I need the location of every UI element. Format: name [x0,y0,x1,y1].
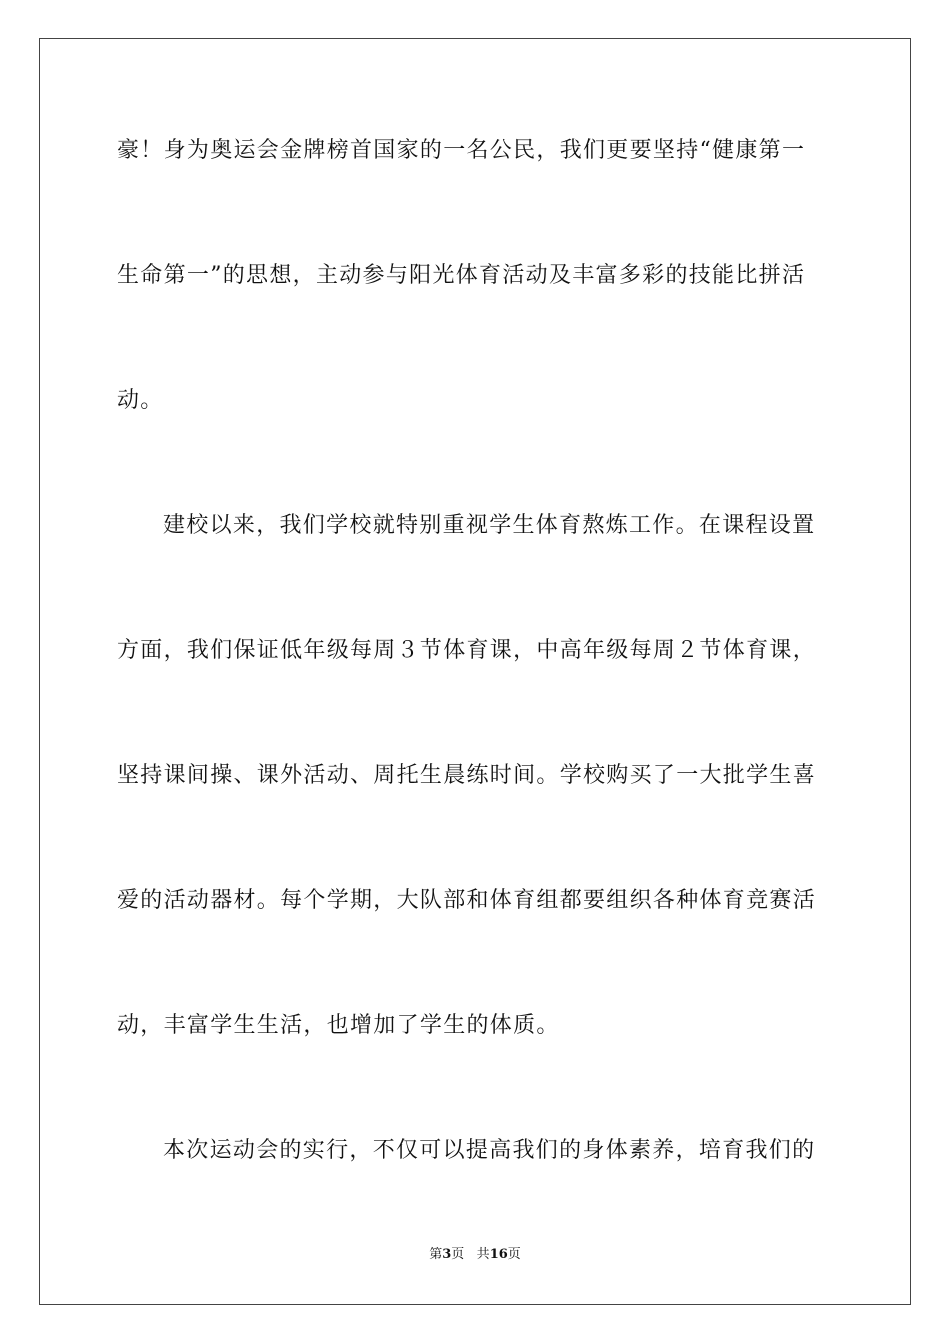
paragraph-first-line: 本次运动会的实行，不仅可以提高我们的身体素养，培育我们的 [163,1138,816,1163]
text-line: 坚持课间操、课外活动、周托生晨练时间。学校购买了一大批学生喜 [117,763,817,788]
text-line: 动。 [117,388,164,413]
page-prefix: 第 [429,1247,443,1262]
page-border [39,38,911,1305]
text-line: 动，丰富学生生活，也增加了学生的体质。 [117,1013,560,1038]
total-prefix: 共 [476,1247,490,1262]
paragraph-first-line: 建校以来，我们学校就特别重视学生体育熬炼工作。在课程设置 [163,513,816,538]
total-pages: 16 [489,1247,508,1262]
page-footer [0,1246,950,1264]
text-line: 方面，我们保证低年级每周３节体育课，中高年级每周２节体育课， [117,638,817,663]
page-suffix: 页 [451,1247,465,1262]
text-line: 豪！身为奥运会金牌榜首国家的一名公民，我们更要坚持“健康第一 [117,138,806,163]
text-line: 生命第一”的思想，主动参与阳光体育活动及丰富多彩的技能比拼活 [117,263,806,288]
text-line: 爱的活动器材。每个学期，大队部和体育组都要组织各种体育竞赛活 [117,888,817,913]
total-suffix: 页 [507,1247,521,1262]
page-number: 3 [442,1247,452,1262]
